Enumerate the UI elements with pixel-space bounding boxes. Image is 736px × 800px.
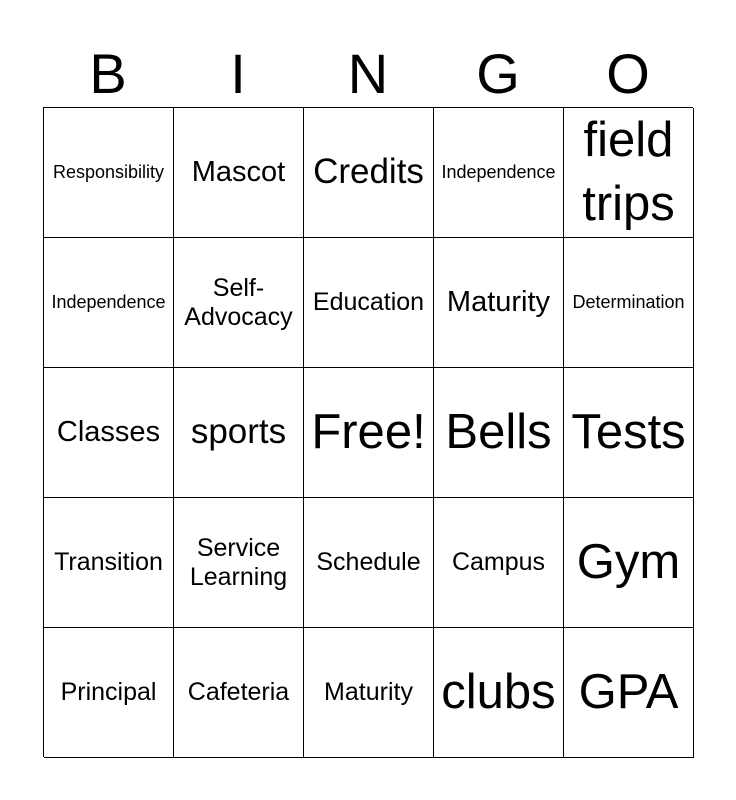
- bingo-cell[interactable]: [434, 108, 564, 238]
- cell-label: Campus: [451, 548, 546, 577]
- cell-label: Maturity: [324, 678, 413, 707]
- cell-label: Free!: [311, 405, 426, 460]
- cell-label: sports: [190, 412, 287, 452]
- bingo-cell[interactable]: [174, 238, 304, 368]
- bingo-cell[interactable]: [434, 628, 564, 758]
- bingo-cell[interactable]: [564, 628, 694, 758]
- bingo-cell[interactable]: [44, 238, 174, 368]
- bingo-cell[interactable]: [174, 498, 304, 628]
- bingo-cell[interactable]: [174, 628, 304, 758]
- bingo-cell[interactable]: [174, 108, 304, 238]
- bingo-cell[interactable]: [564, 238, 694, 368]
- cell-label: Independence: [441, 162, 556, 183]
- bingo-cell[interactable]: [304, 628, 434, 758]
- bingo-cell[interactable]: [564, 498, 694, 628]
- cell-label: Education: [312, 288, 425, 317]
- cell-label: Bells: [445, 405, 552, 460]
- header-letter-g: G: [476, 42, 520, 105]
- header-letter-n: N: [347, 42, 389, 105]
- cell-label: Responsibility: [52, 162, 165, 183]
- bingo-cell[interactable]: [564, 368, 694, 498]
- cell-label: Schedule: [316, 548, 421, 577]
- cell-label: Tests: [571, 405, 686, 460]
- bingo-cell[interactable]: [304, 108, 434, 238]
- cell-label: Self-Advocacy: [184, 273, 293, 331]
- bingo-cell free-space[interactable]: [304, 368, 434, 498]
- bingo-cell[interactable]: [434, 368, 564, 498]
- bingo-cell[interactable]: [44, 628, 174, 758]
- cell-label: Classes: [56, 415, 161, 448]
- cell-label: Cafeteria: [187, 678, 290, 707]
- cell-label: Principal: [60, 678, 157, 707]
- cell-label: Credits: [313, 152, 424, 192]
- bingo-board: [43, 107, 693, 757]
- cell-label: Transition: [54, 548, 163, 577]
- bingo-cell[interactable]: [434, 238, 564, 368]
- cell-label: Service Learning: [189, 533, 288, 591]
- bingo-cell[interactable]: [44, 368, 174, 498]
- cell-label: Gym: [576, 535, 681, 590]
- header-letter-b: B: [89, 42, 127, 105]
- cell-label: Mascot: [191, 155, 286, 188]
- cell-label: Independence: [51, 292, 166, 313]
- bingo-cell[interactable]: [44, 108, 174, 238]
- cell-label: GPA: [578, 665, 679, 720]
- bingo-cell[interactable]: [564, 108, 694, 238]
- cell-label: Maturity: [446, 285, 551, 318]
- bingo-cell[interactable]: [44, 498, 174, 628]
- header-letter-o: O: [606, 42, 650, 105]
- cell-label: clubs: [441, 665, 556, 720]
- bingo-cell[interactable]: [174, 368, 304, 498]
- bingo-cell[interactable]: [304, 498, 434, 628]
- bingo-cell[interactable]: [304, 238, 434, 368]
- header-letter-i: I: [230, 42, 246, 105]
- bingo-cell[interactable]: [434, 498, 564, 628]
- cell-label: field trips: [582, 112, 675, 231]
- cell-label: Determination: [572, 292, 685, 313]
- bingo-header: [43, 40, 693, 108]
